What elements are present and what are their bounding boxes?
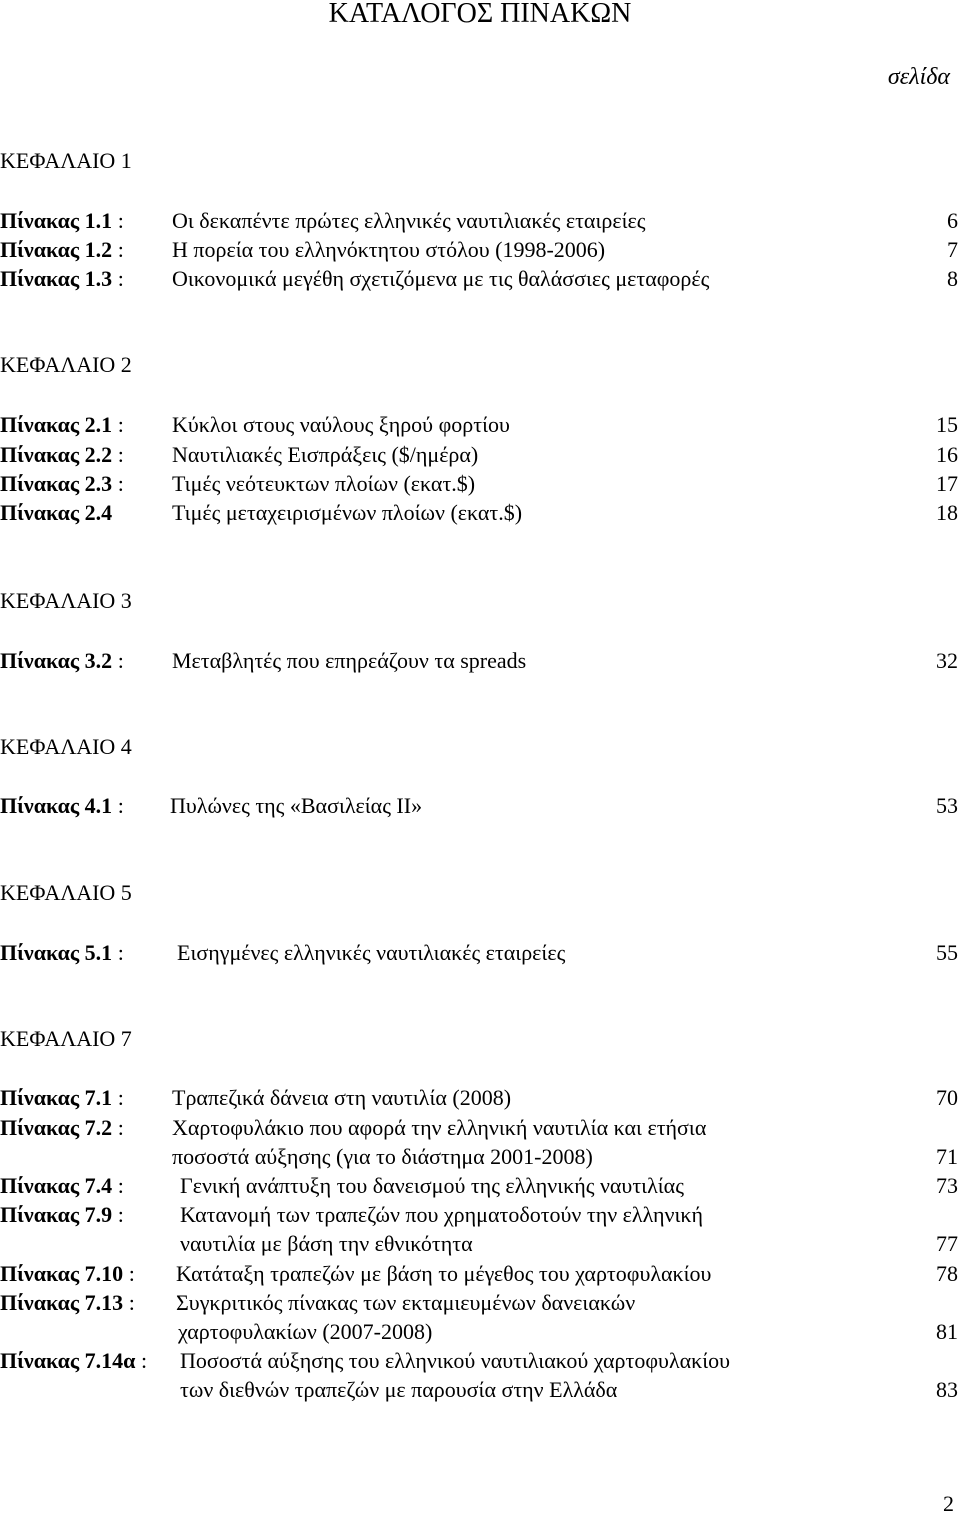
page-number: 70 [936, 1085, 958, 1110]
page-number: 8 [947, 266, 958, 291]
table-title: Κατανομή των τραπεζών που χρηματοδοτούν την ελληνική [180, 1202, 704, 1227]
table-title: Τιμές νεότευκτων πλοίων (εκατ.$) [172, 471, 476, 496]
page-number: 32 [936, 648, 958, 673]
table-title: Γενική ανάπτυξη του δανεισμού της ελληνικής ναυτιλίας [180, 1173, 684, 1198]
table-title-continuation: ποσοστά αύξησης (για το διάστημα 2001-2008) [172, 1144, 593, 1169]
page-number: 73 [936, 1173, 958, 1198]
table-number: Πίνακας 1.1 : [0, 208, 130, 233]
table-title: Ποσοστά αύξησης του ελληνικού ναυτιλιακού χαρτοφυλακίου [180, 1348, 731, 1373]
table-number: Πίνακας 7.1 : [0, 1085, 130, 1110]
page-number: 55 [936, 940, 958, 965]
table-title: Τραπεζικά δάνεια στη ναυτιλία (2008) [172, 1085, 512, 1110]
page-number: 15 [936, 412, 958, 437]
table-number: Πίνακας 3.2 : [0, 648, 130, 673]
page-number: 16 [936, 442, 958, 467]
table-number: Πίνακας 2.4 [0, 500, 113, 525]
page-number: 71 [936, 1144, 958, 1169]
page-number: 83 [936, 1377, 958, 1402]
table-title: Κύκλοι στους ναύλους ξηρού φορτίου [172, 412, 510, 437]
chapter-heading: ΚΕΦΑΛΑΙΟ 5 [0, 880, 132, 905]
table-number: Πίνακας 1.3 : [0, 266, 130, 291]
page-title: ΚΑΤΑΛΟΓΟΣ ΠΙΝΑΚΩΝ [328, 0, 632, 29]
table-number: Πίνακας 7.2 : [0, 1115, 130, 1140]
page-number: 78 [936, 1261, 958, 1286]
page-column-label: σελίδα [887, 64, 950, 90]
chapter-heading: ΚΕΦΑΛΑΙΟ 1 [0, 148, 132, 173]
table-number: Πίνακας 2.2 : [0, 442, 130, 467]
chapter-heading: ΚΕΦΑΛΑΙΟ 2 [0, 352, 132, 377]
table-title: Τιμές μεταχειρισμένων πλοίων (εκατ.$) [172, 500, 523, 525]
table-title: Οικονομικά μεγέθη σχετιζόμενα με τις θαλάσσιες μεταφορές [172, 266, 710, 291]
page-number: 77 [936, 1231, 958, 1256]
page-number: 53 [936, 793, 958, 818]
page-number: 6 [947, 208, 958, 233]
table-number: Πίνακας 1.2 : [0, 237, 130, 262]
table-number: Πίνακας 5.1 : [0, 940, 130, 965]
table-title-continuation: χαρτοφυλακίων (2007-2008) [178, 1319, 433, 1344]
page-number: 18 [936, 500, 958, 525]
table-title: Συγκριτικός πίνακας των εκταμιευμένων δανειακών [176, 1290, 636, 1315]
table-number: Πίνακας 2.1 : [0, 412, 130, 437]
table-title: Εισηγμένες ελληνικές ναυτιλιακές εταιρείες [177, 940, 566, 965]
table-number: Πίνακας 7.4 : [0, 1173, 130, 1198]
table-title-continuation: ναυτιλία με βάση την εθνικότητα [180, 1231, 473, 1256]
table-title-continuation: των διεθνών τραπεζών με παρουσία στην Ελλάδα [180, 1377, 618, 1402]
table-title: Η πορεία του ελληνόκτητου στόλου (1998-2006) [172, 237, 606, 262]
table-title: Μεταβλητές που επηρεάζουν τα spreads [172, 648, 527, 673]
footer-page-number: 2 [943, 1491, 954, 1516]
table-number: Πίνακας 7.14α : [0, 1348, 153, 1373]
chapter-heading: ΚΕΦΑΛΑΙΟ 7 [0, 1026, 132, 1051]
page-number: 81 [936, 1319, 958, 1344]
table-number: Πίνακας 2.3 : [0, 471, 130, 496]
table-title: Κατάταξη τραπεζών με βάση το μέγεθος του χαρτοφυλακίου [176, 1261, 712, 1286]
table-title: Ναυτιλιακές Εισπράξεις ($/ημέρα) [172, 442, 479, 467]
page-number: 17 [936, 471, 958, 496]
table-number: Πίνακας 7.9 : [0, 1202, 130, 1227]
table-number: Πίνακας 7.10 : [0, 1261, 141, 1286]
table-title: Πυλώνες της «Βασιλείας ΙΙ» [170, 793, 423, 818]
table-title: Οι δεκαπέντε πρώτες ελληνικές ναυτιλιακές εταιρείες [172, 208, 646, 233]
table-number: Πίνακας 7.13 : [0, 1290, 141, 1315]
chapter-heading: ΚΕΦΑΛΑΙΟ 3 [0, 588, 132, 613]
table-number: Πίνακας 4.1 : [0, 793, 130, 818]
chapter-heading: ΚΕΦΑΛΑΙΟ 4 [0, 734, 132, 759]
table-title: Χαρτοφυλάκιο που αφορά την ελληνική ναυτιλία και ετήσια [172, 1115, 707, 1140]
page-number: 7 [947, 237, 958, 262]
